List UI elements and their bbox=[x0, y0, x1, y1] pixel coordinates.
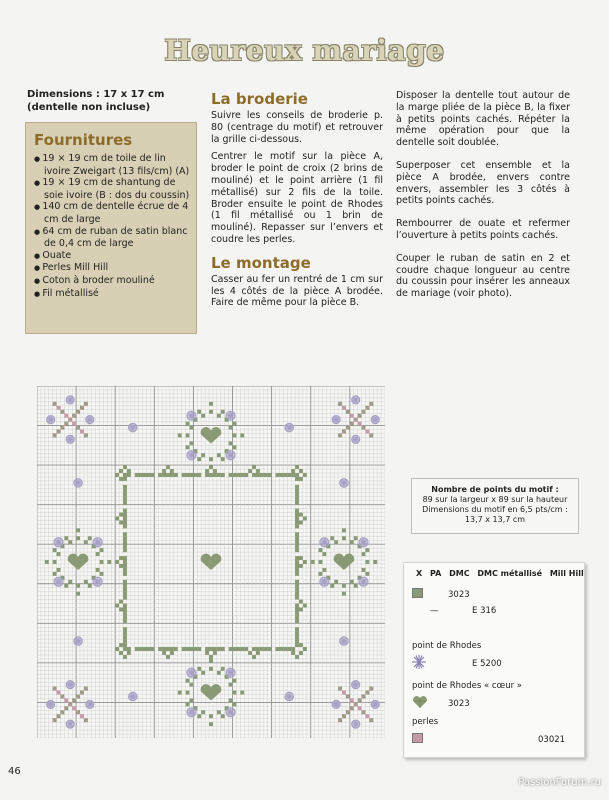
dimensions-line2: (dentelle non incluse) bbox=[27, 102, 151, 113]
broderie-paragraph-1: Suivre les conseils de broderie p. 80 (centrage du motif) et retrouver la grille ci-dessous. bbox=[211, 110, 383, 145]
list-item: ● 64 cm de ruban de satin blanc de 0,4 cm de large bbox=[34, 226, 190, 250]
legend-r5-mill-hill: 03021 bbox=[538, 735, 566, 745]
legend-header-x: X bbox=[416, 569, 423, 578]
heart-stitch-icon bbox=[412, 695, 428, 709]
list-item: ● 19 × 19 cm de shantung de soie ivoire (B : dos du coussin) bbox=[34, 177, 190, 201]
stitch-count-line2: Dimensions du motif en 6,5 pts/cm : bbox=[422, 505, 568, 514]
thread-legend bbox=[403, 562, 585, 758]
legend-header-dmc-metal: DMC métallisé bbox=[477, 569, 543, 578]
pink-bead-swatch bbox=[412, 733, 423, 743]
legend-header-mill-hill: Mill Hill bbox=[549, 569, 584, 578]
green-swatch bbox=[412, 588, 423, 598]
montage-paragraph-5: Couper le ruban de satin en 2 et coudre chaque longueur au centre du coussin pour insérer les anneaux de mariage (voir photo). bbox=[396, 252, 570, 300]
montage-heading: Le montage bbox=[211, 253, 311, 272]
list-item: ● 140 cm de dentelle écrue de 4 cm de large bbox=[34, 201, 190, 225]
legend-r5-label: perles bbox=[412, 717, 439, 727]
stitch-count-title: Nombre de points du motif : bbox=[431, 485, 559, 494]
dimensions bbox=[27, 88, 207, 114]
legend-r4-dmc: 3023 bbox=[448, 699, 470, 709]
fournitures-box bbox=[25, 122, 197, 334]
cross-stitch-grid bbox=[37, 386, 385, 738]
instructions-column bbox=[211, 90, 383, 315]
cross-stitch-chart bbox=[37, 386, 385, 738]
list-item: ● 19 × 19 cm de toile de lin ivoire Zweigart (13 fils/cm) (A) bbox=[34, 153, 190, 177]
list-item: ● Coton à broder mouliné bbox=[34, 275, 190, 288]
legend-r2-metal: E 316 bbox=[472, 606, 497, 616]
dimensions-line1: Dimensions : 17 x 17 cm bbox=[27, 89, 165, 100]
rhodes-stitch-icon bbox=[412, 655, 426, 669]
legend-r3-metal: E 5200 bbox=[472, 659, 502, 669]
watermark: PassionForum.ru bbox=[518, 777, 601, 788]
montage-paragraph-2: Disposer la dentelle tout autour de la marge pliée de la pièce B, la fixer à petits points cachés. Répéter la même opération pour que la dentelle soit doublée. bbox=[396, 90, 570, 149]
list-item: ● Ouate bbox=[34, 250, 190, 263]
list-item: ● Fil métallisé bbox=[34, 288, 190, 301]
legend-header-dmc: DMC bbox=[449, 569, 470, 578]
montage-paragraph-1: Casser au fer un rentré de 1 cm sur les 4 côtés de la pièce A brodée. Faire de même pour la pièce B. bbox=[211, 273, 383, 309]
montage-paragraph-4: Rembourrer de ouate et refermer l’ouverture à petits points cachés. bbox=[396, 218, 570, 241]
legend-header bbox=[416, 569, 584, 578]
legend-r2-dash: — bbox=[430, 606, 439, 616]
legend-r3-label: point de Rhodes bbox=[412, 641, 482, 651]
legend-header-pa: PA bbox=[429, 569, 442, 578]
stitch-count-box bbox=[411, 478, 579, 534]
legend-r4-label: point de Rhodes « cœur » bbox=[412, 681, 523, 691]
list-item: ● Perles Mill Hill bbox=[34, 262, 190, 275]
montage-paragraph-3: Superposer cet ensemble et la pièce A brodée, envers contre envers, assembler les 3 côtés à petits points cachés. bbox=[396, 159, 570, 207]
montage-column bbox=[396, 90, 570, 311]
page-title: Heureux mariage bbox=[164, 34, 445, 67]
broderie-paragraph-2: Centrer le motif sur la pièce A, broder le point de croix (2 brins de mouliné) et le point arrière (1 fil métallisé) sur 2 fils de la toile. Broder ensuite le point de Rhodes (1 fil métallisé ou 1 brin de mouliné). Repasser sur l’envers et coudre les perles. bbox=[211, 151, 383, 245]
fournitures-title: Fournitures bbox=[34, 131, 133, 149]
page-number: 46 bbox=[8, 766, 21, 777]
broderie-heading: La broderie bbox=[211, 90, 308, 108]
stitch-count-line1: 89 sur la largeur x 89 sur la hauteur bbox=[422, 495, 568, 504]
stitch-count-line3: 13,7 x 13,7 cm bbox=[464, 515, 526, 524]
fournitures-list bbox=[26, 153, 196, 300]
legend-r1-dmc: 3023 bbox=[448, 590, 470, 600]
